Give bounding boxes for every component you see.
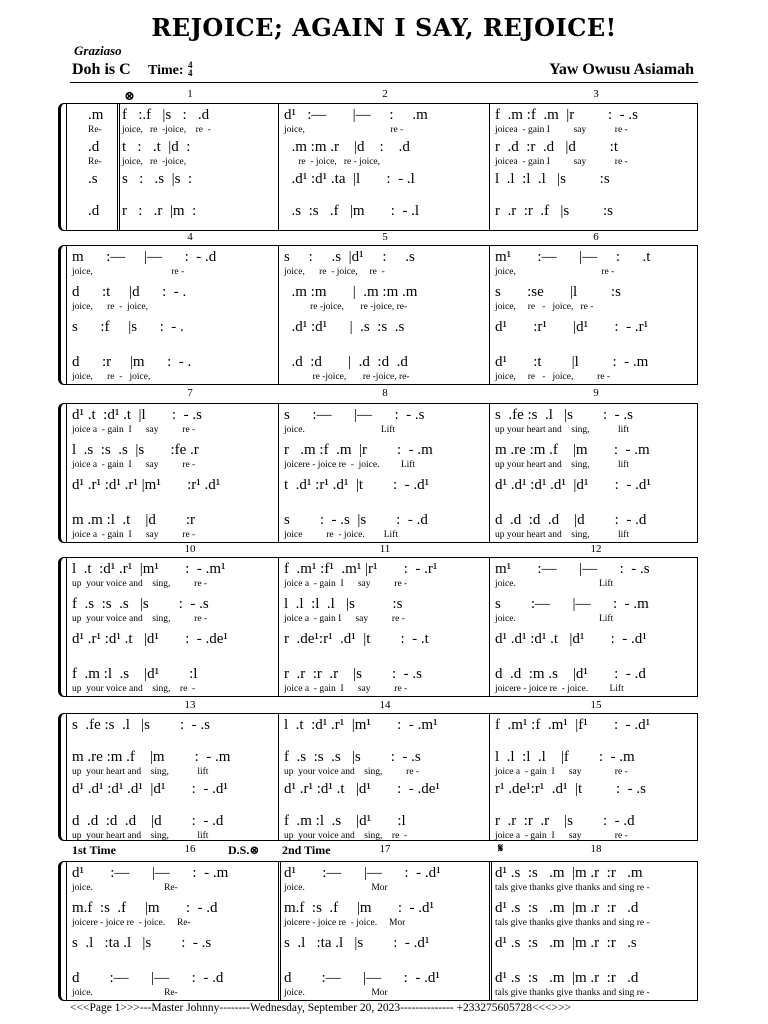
system-bracket <box>58 861 68 1001</box>
fine-icon: 𝄋 <box>498 841 504 855</box>
solfa-line: d¹ .s :s .m |m .r :r .d <box>495 970 639 986</box>
lyrics-line: re -joice, re -joice, re- <box>284 302 408 312</box>
song-title: REJOICE; AGAIN I SAY, REJOICE! <box>151 13 617 42</box>
lyrics-line: up your heart and sing, lift <box>495 460 630 470</box>
solfa-line: .m <box>88 107 104 123</box>
solfa-line: d :— |— : - .d <box>72 970 224 986</box>
lyrics-line: joice. Mor <box>284 883 388 893</box>
solfa-line: s .fe :s .l |s : - .s <box>495 407 634 423</box>
lyrics-line: joice a - gain I say re - <box>72 460 196 470</box>
solfa-line: d¹ .d¹ :d¹ .t |d¹ : - .d¹ <box>495 631 647 647</box>
solfa-line: t .d¹ :r¹ .d¹ |t : - .d¹ <box>284 477 430 493</box>
solfa-line: m .re :m .f |m : - .m <box>72 749 231 765</box>
solfa-line: r .r :r .f |s :s <box>495 203 613 219</box>
solfa-line: s : .s |s : <box>122 171 193 187</box>
lyrics-line: joicere - joice re - joice. Lift <box>495 684 624 694</box>
lyrics-line: up your voice and sing, re - <box>72 579 208 589</box>
lyrics-line: joice, re - <box>284 125 404 135</box>
solfa-line: l .t :d¹ .r¹ |m¹ : - .m¹ <box>284 717 438 733</box>
lyrics-line: up your voice and sing, re - <box>284 831 408 841</box>
second-time-label: 2nd Time <box>282 843 331 857</box>
bar-line <box>489 557 490 697</box>
measure-number: 9 <box>593 387 599 399</box>
lyrics-line: re - joice, re - joice, <box>284 157 381 167</box>
lyrics-line: joice. Re- <box>72 883 178 893</box>
lyrics-line: joicere - joice re - joice. Re- <box>72 918 191 928</box>
solfa-line: m .re :m .f |m : - .m <box>495 442 650 458</box>
measure-number: 17 <box>379 843 391 855</box>
lyrics-line: joice a - gain I say re - <box>284 579 408 589</box>
solfa-line: m¹ :— |— : - .s <box>495 561 650 577</box>
solfa-line: r : .r |m : <box>122 203 197 219</box>
key-signature: Doh is C <box>72 61 131 78</box>
measure-number: 6 <box>593 231 599 243</box>
solfa-line: .d :d | .d :d .d <box>284 354 408 370</box>
solfa-line: s .l :ta .l |s : - .s <box>72 935 212 951</box>
solfa-line: d¹ .d¹ :d¹ .d¹ |d¹ : - .d¹ <box>495 477 651 493</box>
system-bracket <box>58 403 68 543</box>
lyrics-line: joice a - gain I say re - <box>72 425 196 435</box>
lyrics-line: up your voice and sing, re - <box>72 684 196 694</box>
solfa-line: d¹ .t :d¹ .t |l : - .s <box>72 407 202 423</box>
solfa-line: r .m :f .m |r : - .m <box>284 442 433 458</box>
solfa-line: d¹ :t |l : - .m <box>495 354 649 370</box>
lyrics-line: up your heart and sing, lift <box>72 831 209 841</box>
solfa-line: f .m¹ :f¹ .m¹ |r¹ : - .r¹ <box>284 561 438 577</box>
measure-number: 3 <box>593 88 599 100</box>
solfa-line: d¹ .s :s .m |m .r :r .m <box>495 865 643 881</box>
bar-line <box>278 103 279 231</box>
composer-name: Yaw Owusu Asiamah <box>549 61 694 78</box>
solfa-line: r .de¹:r¹ .d¹ |t : - .t <box>284 631 429 647</box>
bar-line <box>278 713 279 841</box>
solfa-line: d .d :d .d |d : - .d <box>72 813 224 829</box>
lyrics-line: joice re - joice. Lift <box>284 530 398 540</box>
solfa-line: d¹ :r¹ |d¹ : - .r¹ <box>495 319 649 335</box>
system-bracket <box>58 713 68 841</box>
solfa-line: d¹ :— |— : .m <box>284 107 428 123</box>
solfa-line: d :— |— : - .d¹ <box>284 970 440 986</box>
solfa-line: .d¹ :d¹ | .s :s .s <box>284 319 405 335</box>
solfa-line: r¹ .de¹:r¹ .d¹ |t : - .s <box>495 781 646 797</box>
measure-number: 1 <box>187 88 193 100</box>
solfa-line: t : .t |d : <box>122 139 191 155</box>
solfa-line: d :r |m : - . <box>72 354 192 370</box>
solfa-line: s :f |s : - . <box>72 319 184 335</box>
measure-number: 8 <box>382 387 388 399</box>
lyrics-line: joice a - gain I say re - <box>495 767 628 777</box>
lyrics-line: joice a - gain I say re - <box>72 530 196 540</box>
solfa-line: .m :m .r |d : .d <box>284 139 410 155</box>
lyrics-line: tals give thanks give thanks and sing re - <box>495 988 650 998</box>
solfa-line: m.f :s .f |m : - .d <box>72 900 218 916</box>
solfa-line: s :se |l :s <box>495 284 621 300</box>
bar-line <box>278 557 279 697</box>
solfa-line: m¹ :— |— : .t <box>495 249 651 265</box>
lyrics-line: joicea - gain I say re - <box>495 125 628 135</box>
time-sig-top: 4 <box>188 60 193 70</box>
solfa-line: l .l :l .l |s :s <box>284 596 403 612</box>
measure-number: 15 <box>590 699 602 711</box>
lyrics-line: re -joice, re -joice, re- <box>284 372 410 382</box>
solfa-line: f .m :f .m |r : - .s <box>495 107 638 123</box>
lyrics-line: up your voice and sing, re - <box>284 767 420 777</box>
solfa-line: r .r :r .r |s : - .s <box>284 666 422 682</box>
solfa-line: .d <box>88 139 100 155</box>
solfa-line: .m :m | .m :m .m <box>284 284 418 300</box>
solfa-line: d¹ .d¹ :d¹ .d¹ |d¹ : - .d¹ <box>72 781 228 797</box>
bar-line <box>489 713 490 841</box>
solfa-line: d .d :d .d |d : - .d <box>495 512 647 528</box>
solfa-line: d¹ :— |— : - .d¹ <box>284 865 441 881</box>
solfa-line: m :— |— : - .d <box>72 249 217 265</box>
lyrics-line: up your heart and sing, lift <box>495 530 630 540</box>
lyrics-line: Re- <box>88 157 102 167</box>
time-label: Time: <box>148 63 184 78</box>
lyrics-line: tals give thanks give thanks and sing re - <box>495 883 650 893</box>
lyrics-line: Re- <box>88 125 102 135</box>
lyrics-line: up your voice and sing, re - <box>72 614 208 624</box>
solfa-line: d¹ .r¹ :d¹ .t |d¹ : - .de¹ <box>284 781 440 797</box>
solfa-line: d¹ :— |— : - .m <box>72 865 229 881</box>
solfa-line: .s :s .f |m : - .l <box>284 203 420 219</box>
measure-number: 10 <box>184 543 196 555</box>
solfa-line: d .d :m .s |d¹ : - .d <box>495 666 646 682</box>
solfa-line: d¹ .s :s .m |m .r :r .d <box>495 900 639 916</box>
solfa-line: m.f :s .f |m : - .d¹ <box>284 900 434 916</box>
lyrics-line: joicea - gain I say re - <box>495 157 628 167</box>
system-bracket <box>58 245 68 385</box>
first-time-label: 1st Time <box>72 843 116 857</box>
page-footer: <<<Page 1>>>---Master Johnny--------Wednesday, September 20, 2023-------------- +233275605728<<<>>> <box>70 1002 571 1014</box>
lyrics-line: joice, re - <box>72 267 185 277</box>
solfa-line: .d¹ :d¹ .ta |l : - .l <box>284 171 415 187</box>
measure-number: 7 <box>187 387 193 399</box>
measure-number: 12 <box>590 543 602 555</box>
measure-number: 13 <box>184 699 196 711</box>
solfa-line: d :t |d : - . <box>72 284 187 300</box>
lyrics-line: joice, re - joice, re - <box>495 372 611 382</box>
lyrics-line: joice. Lift <box>495 579 614 589</box>
lyrics-line: up your heart and sing, lift <box>495 425 630 435</box>
solfa-line: f :.f |s : .d <box>122 107 210 123</box>
system-bracket <box>58 103 68 231</box>
segno-icon: ⊗ <box>124 88 135 103</box>
header-divider <box>70 82 698 83</box>
lyrics-line: joicere - joice re - joice. Mor <box>284 918 406 928</box>
solfa-line: s .l :ta .l |s : - .d¹ <box>284 935 430 951</box>
lyrics-line: joice. Mor <box>284 988 388 998</box>
solfa-line: d¹ .s :s .m |m .r :r .s <box>495 935 637 951</box>
lyrics-line: joice a - gain I say re - <box>495 831 628 841</box>
lyrics-line: joice, re -joice, <box>122 157 187 167</box>
measure-number: 18 <box>590 843 602 855</box>
system-bracket <box>58 557 68 697</box>
lyrics-line: joice. Lift <box>495 614 614 624</box>
solfa-line: f .m¹ :f .m¹ |f¹ : - .d¹ <box>495 717 651 733</box>
solfa-line: s .fe :s .l |s : - .s <box>72 717 211 733</box>
solfa-line: r .r :r .r |s : - .d <box>495 813 635 829</box>
solfa-line: f .s :s .s |s : - .s <box>72 596 209 612</box>
lyrics-line: joice a - gain I say re - <box>284 684 408 694</box>
solfa-line: s : - .s |s : - .d <box>284 512 428 528</box>
lyrics-line: joice. Lift <box>284 425 396 435</box>
measure-number: 11 <box>379 543 391 555</box>
lyrics-line: up your heart and sing, lift <box>72 767 209 777</box>
bar-line <box>489 103 490 231</box>
lyrics-line: joice a - gain I say re - <box>284 614 405 624</box>
solfa-line: l .l :l .l |f : - .m <box>495 749 635 765</box>
lyrics-line: tals give thanks give thanks and sing re - <box>495 918 650 928</box>
ds-label: D.S.⊗ <box>228 843 260 857</box>
solfa-line: r .d :r .d |d :t <box>495 139 618 155</box>
bar-line <box>278 245 279 385</box>
measure-number: 4 <box>187 231 193 243</box>
bar-line <box>489 245 490 385</box>
time-sig-bottom: 4 <box>188 68 193 78</box>
solfa-line: .s <box>88 171 98 187</box>
measure-number: 5 <box>382 231 388 243</box>
solfa-line: .d <box>88 203 100 219</box>
tempo-marking: Graziaso <box>74 43 122 58</box>
solfa-line: s :— |— : - .m <box>495 596 649 612</box>
solfa-line: l .s :s .s |s :fe .r <box>72 442 199 458</box>
solfa-line: l .t :d¹ .r¹ |m¹ : - .m¹ <box>72 561 226 577</box>
solfa-line: f .s :s .s |s : - .s <box>284 749 421 765</box>
solfa-line: d¹ .r¹ :d¹ .r¹ |m¹ :r¹ .d¹ <box>72 477 221 493</box>
lyrics-line: joicere - joice re - joice. Lift <box>284 460 416 470</box>
solfa-line: f .m :l .s |d¹ :l <box>284 813 406 829</box>
solfa-line: f .m :l .s |d¹ :l <box>72 666 198 682</box>
measure-number: 2 <box>382 88 388 100</box>
solfa-line: l .l :l .l |s :s <box>495 171 610 187</box>
solfa-line: s : .s |d¹ : .s <box>284 249 415 265</box>
lyrics-line: joice, re - joice, re - <box>284 267 385 277</box>
lyrics-line: joice, re - joice, <box>72 302 148 312</box>
bar-line <box>278 403 279 543</box>
solfa-line: m .m :l .t |d :r <box>72 512 196 528</box>
measure-number: 16 <box>184 843 196 855</box>
lyrics-line: joice, re - <box>495 267 615 277</box>
solfa-line: d¹ .r¹ :d¹ .t |d¹ : - .de¹ <box>72 631 228 647</box>
bar-line <box>489 403 490 543</box>
lyrics-line: joice, re - joice, re - <box>495 302 594 312</box>
lyrics-line: joice, re -joice, re - <box>122 125 211 135</box>
solfa-line: s :— |— : - .s <box>284 407 425 423</box>
time-signature <box>188 61 193 77</box>
measure-number: 14 <box>379 699 391 711</box>
lyrics-line: joice, re - joice, <box>72 372 151 382</box>
lyrics-line: joice. Re- <box>72 988 178 998</box>
